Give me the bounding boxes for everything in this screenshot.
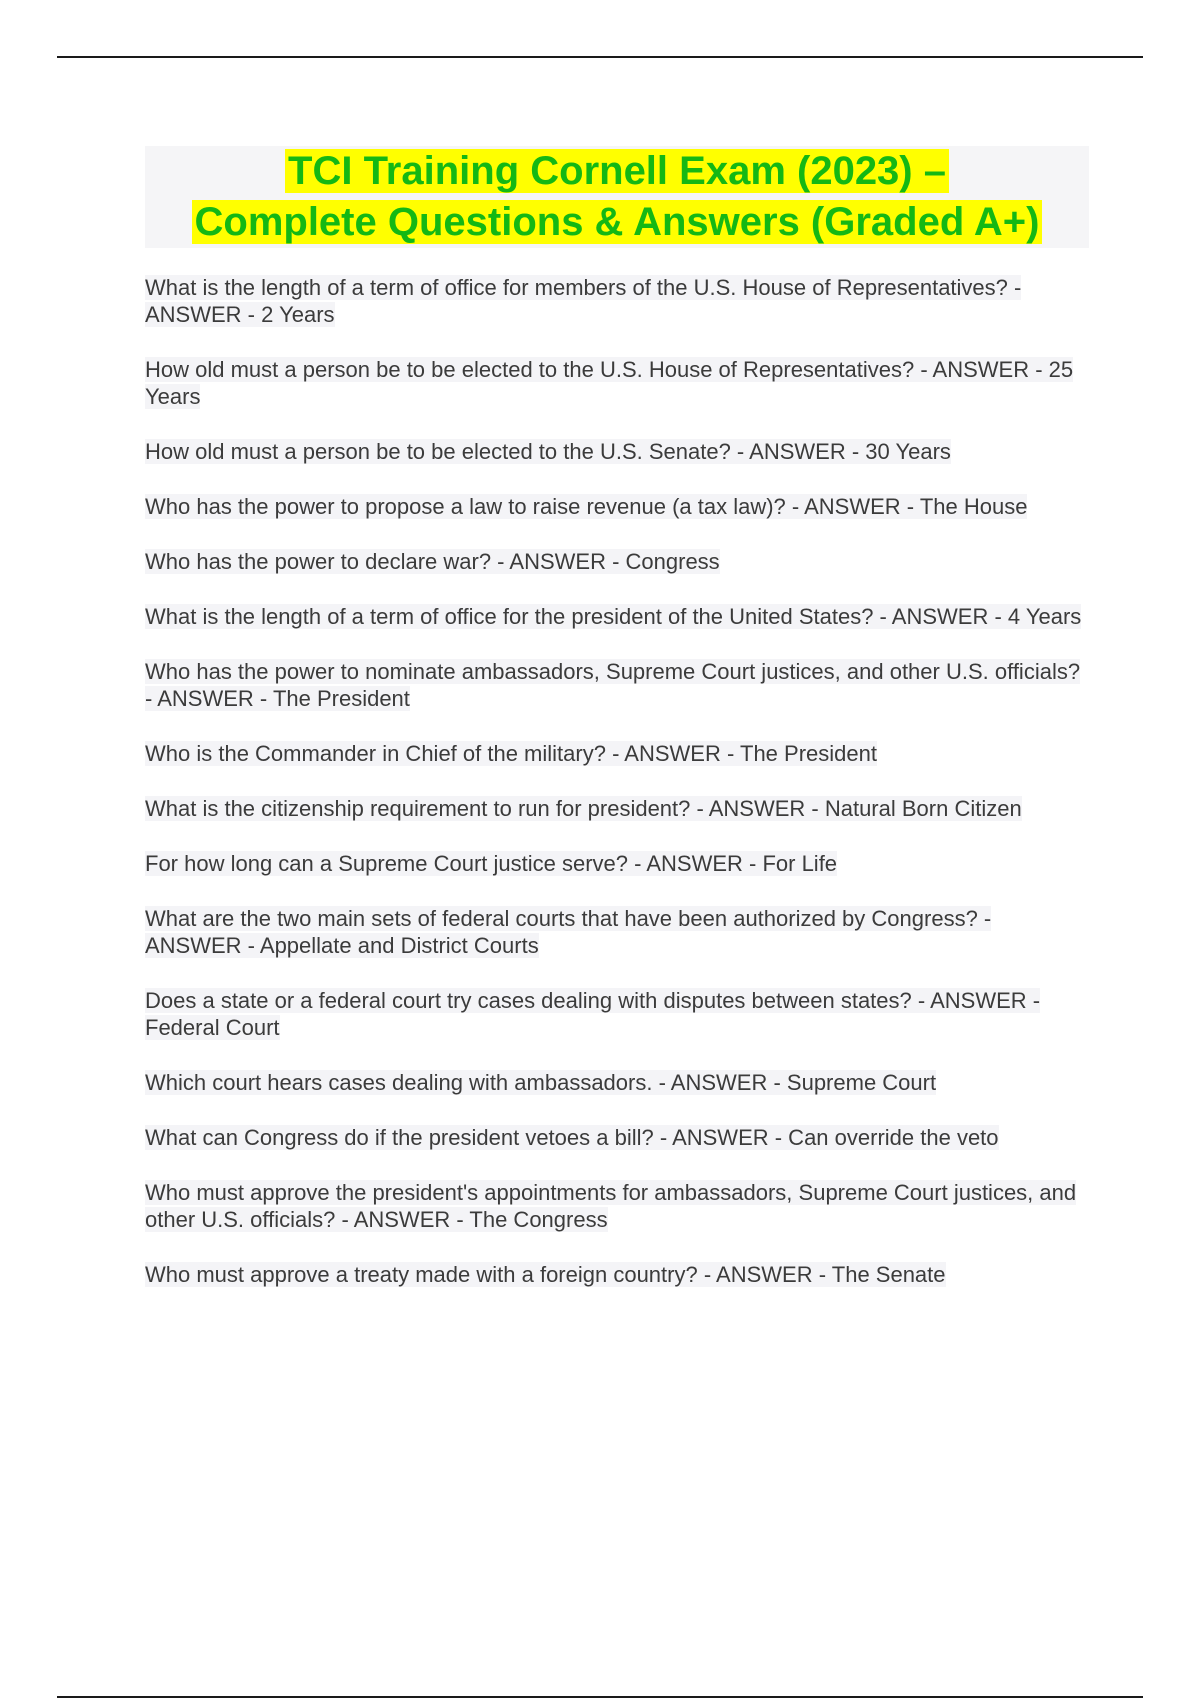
bottom-rule [57, 1696, 1143, 1698]
qa-text: Does a state or a federal court try cases dealing with disputes between states? - ANSWER - Federal Court [145, 988, 1041, 1040]
title-line-1: TCI Training Cornell Exam (2023) – [285, 149, 949, 193]
qa-item [145, 1124, 1085, 1151]
qa-text: Who has the power to propose a law to raise revenue (a tax law)? - ANSWER - The House [145, 494, 1028, 519]
qa-item [145, 740, 1085, 767]
qa-item [145, 274, 1085, 328]
qa-item [145, 1179, 1085, 1233]
qa-item [145, 1069, 1085, 1096]
top-rule [57, 56, 1143, 58]
qa-item [145, 1261, 1085, 1288]
qa-item [145, 850, 1085, 877]
qa-item [145, 795, 1085, 822]
qa-text: What is the length of a term of office for the president of the United States? - ANSWER - 4 Years [145, 604, 1082, 629]
qa-text: Who has the power to nominate ambassadors, Supreme Court justices, and other U.S. officials? - ANSWER - The President [145, 659, 1081, 711]
qa-text: For how long can a Supreme Court justice serve? - ANSWER - For Life [145, 851, 838, 876]
qa-item [145, 905, 1085, 959]
qa-text: Who must approve the president's appointments for ambassadors, Supreme Court justices, and other U.S. officials? - ANSWER - The Congress [145, 1180, 1077, 1232]
qa-text: What is the length of a term of office for members of the U.S. House of Representatives? - ANSWER - 2 Years [145, 275, 1022, 327]
qa-text: Who has the power to declare war? - ANSWER - Congress [145, 549, 720, 574]
qa-text: How old must a person be to be elected to the U.S. House of Representatives? - ANSWER - 25 Years [145, 357, 1074, 409]
qa-text: Which court hears cases dealing with ambassadors. - ANSWER - Supreme Court [145, 1070, 937, 1095]
qa-text: What are the two main sets of federal courts that have been authorized by Congress? - ANSWER - Appellate and District Courts [145, 906, 992, 958]
qa-item [145, 987, 1085, 1041]
qa-list [145, 274, 1085, 1316]
qa-item [145, 493, 1085, 520]
qa-text: What can Congress do if the president vetoes a bill? - ANSWER - Can override the veto [145, 1125, 999, 1150]
qa-text: Who must approve a treaty made with a foreign country? - ANSWER - The Senate [145, 1262, 946, 1287]
qa-text: How old must a person be to be elected to the U.S. Senate? - ANSWER - 30 Years [145, 439, 951, 464]
document-title [145, 146, 1089, 248]
qa-text: What is the citizenship requirement to run for president? - ANSWER - Natural Born Citizen [145, 796, 1022, 821]
qa-item [145, 548, 1085, 575]
title-line-2: Complete Questions & Answers (Graded A+) [192, 200, 1043, 244]
qa-item [145, 603, 1085, 630]
qa-item [145, 356, 1085, 410]
qa-item [145, 438, 1085, 465]
qa-text: Who is the Commander in Chief of the military? - ANSWER - The President [145, 741, 877, 766]
qa-item [145, 658, 1085, 712]
